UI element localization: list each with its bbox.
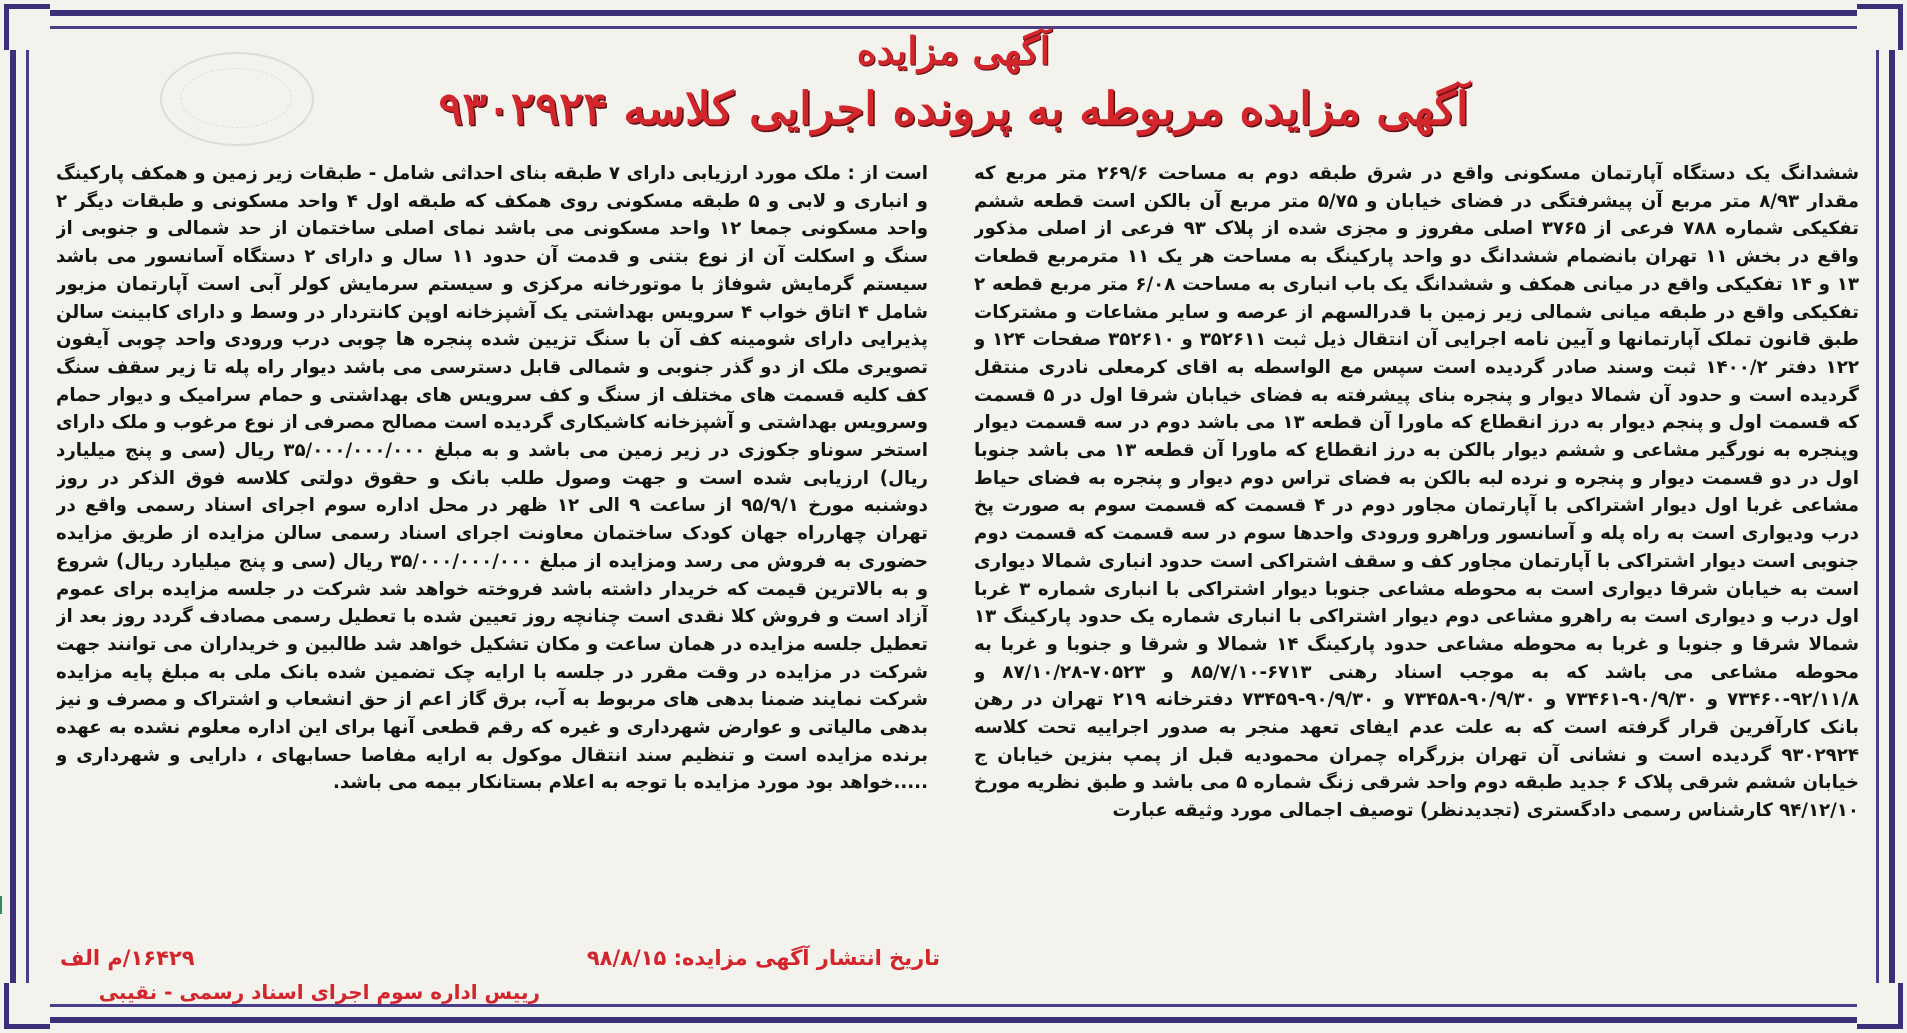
corner-ornament-bottom-left bbox=[4, 983, 50, 1029]
ad-title: آگهی مزایده bbox=[856, 28, 1051, 73]
left-column-text: است از : ملک مورد ارزیابی دارای ۷ طبقه بنای احداثی شامل - طبقات زیر زمین و همکف پارکینگ و انباری و لابی و ۵ طبقه مسکونی روی همکف که طبقه اول ۴ واحد مسکونی و طبقات دیگر ۲ واحد مسکونی جمعا ۱۲ واحد مسکونی می باشد نمای اصلی ساختمان از حد شمالی و جنوبی از سنگ و اسکلت آن از نوع بتنی و قدمت آن حدود ۱۱ سال و دارای ۲ دستگاه آسانسور می باشد سیستم گرمایش شوفاژ با موتورخانه مرکزی و سیستم سرمایش کولر آبی است آپارتمان مزبور شامل ۴ اتاق خواب ۴ سرویس بهداشتی یک آشپزخانه اوپن کانتردار در وسط و دارای کابینت سالن پذیرایی دارای شومینه کف آن با سنگ تزیین شده پنجره ها چوبی درب ورودی واحد چوبی آیفون تصویری ملک از دو گذر جنوبی و شمالی قابل دسترسی می باشد دیوار راه پله تا زیر سقف سنگ کف کلیه قسمت های مختلف از سنگ و کف سرویس های بهداشتی و حمام سرامیک و دیوار حمام وسرویس بهداشتی و آشپزخانه کاشیکاری گردیده است مصالح مصرفی از نوع مرغوب و ملک دارای استخر سوناو جکوزی در زیر زمین می باشد و به مبلغ ۳۵/۰۰۰/۰۰۰/۰۰۰ ریال (سی و پنج میلیارد ریال) ارزیابی شده است و جهت وصول طلب بانک و حقوق دولتی کلاسه فوق الذکر در روز دوشنبه مورخ ۹۵/۹/۱ از ساعت ۹ الی ۱۲ ظهر در محل اداره سوم اجرای اسناد رسمی واقع در تهران چهارراه جهان کودک ساختمان معاونت اجرای اسناد رسمی سالن مزایده از طریق مزایده حضوری به فروش می رسد ومزایده از مبلغ ۳۵/۰۰۰/۰۰۰/۰۰۰ ریال (سی و پنج میلیارد ریال) شروع و به بالاترین قیمت که خریدار داشته باشد فروخته خواهد شد شرکت در جلسه مزایده برای عموم آزاد است و فروش کلا نقدی است چنانچه روز تعیین شده با تعطیل رسمی مصادف گردد روز بعد از تعطیل جلسه مزایده در همان ساعت و مکان تشکیل خواهد شد طالبین و خریداران می توانند جهت شرکت در مزایده در وقت مقرر در جلسه با ارایه چک تضمین شده بانک ملی به مبلغ پایه مزایده شرکت نمایند ضمنا بدهی های مربوط به آب، برق گاز اعم از حق انشعاب و اشتراک و مصرف و نیز بدهی مالیاتی و عوارض شهرداری و غیره که رقم قطعی آنها برای این اداره معلوم نشده به عهده برنده مزایده است و تنظیم سند انتقال موکول به ارایه مفاصا حسابهای ، دارایی و شهرداری و .....خواهد بود مورد مزایده با توجه به اعلام بستانکار بیمه می باشد. bbox=[56, 163, 928, 794]
publication-date: تاریخ انتشار آگهی مزایده: ۹۸/۸/۱۵ bbox=[586, 946, 940, 970]
ad-subtitle: آگهی مزایده مربوطه به پرونده اجرایی کلاسه ۹۳۰۲۹۲۴ bbox=[438, 82, 1469, 135]
margin-mark bbox=[0, 896, 16, 914]
ad-reference-number: ۱۶۴۲۹/م الف bbox=[60, 946, 195, 970]
signatory-line: رییس اداره سوم اجرای اسناد رسمی - نقیبی bbox=[98, 980, 540, 1004]
corner-ornament-bottom-right bbox=[1857, 983, 1903, 1029]
right-column-text: ششدانگ یک دستگاه آپارتمان مسکونی واقع در شرق طبقه دوم به مساحت ۲۶۹/۶ متر مربع که مقدار ۸/۹۳ متر مربع آن پیشرفتگی در فضای خیابان و ۵/۷۵ متر مربع آن بالکن است قطعه ششم تفکیکی شماره ۷۸۸ فرعی از ۳۷۶۵ اصلی مفروز و مجزی شده از پلاک ۹۳ فرعی از اصلی مذکور واقع در بخش ۱۱ تهران بانضمام ششدانگ دو واحد پارکینگ به مساحت هر یک ۱۱ مترمربع قطعات ۱۳ و ۱۴ تفکیکی واقع در میانی همکف و ششدانگ یک باب انباری به مساحت ۶/۰۸ متر مربع قطعه ۲ تفکیکی واقع در طبقه میانی شمالی زیر زمین با قدرالسهم از عرصه و سایر مشاعات و مشترکات طبق قانون تملک آپارتمانها و آیین نامه اجرایی آن انتقال ذیل ثبت ۳۵۲۶۱۱ و ۳۵۲۶۱۰ صفحات ۱۲۴ و ۱۲۲ دفتر ۱۴۰۰/۲ ثبت وسند صادر گردیده است سپس مع الواسطه به اقای کرمعلی نادری منتقل گردیده است و حدود آن شمالا دیوار و پنجره بنای پیشرفته به فضای خیابان شرقا اول در ۵ قسمت که قسمت اول و پنجم دیوار به درز انقطاع که ماورا آن قطعه ۱۳ می باشد دوم در سه قسمت دیوار وپنجره به نورگیر مشاعی و ششم دیوار بالکن به درز انقطاع که ماورا آن قطعه ۱۳ می باشد جنوبا اول در دو قسمت دیوار و پنجره و نرده لبه بالکن به فضای تراس دوم دیوار و پنجره به فضای حیاط مشاعی غربا اول دیوار اشتراکی با آپارتمان مجاور دوم در ۴ قسمت که قسمت سوم به صورت پخ درب ودیواری است به راه پله و آسانسور وراهرو ورودی واحدها سوم در سه قسمت که قسمت دوم جنوبی است دیوار اشتراکی با آپارتمان مجاور کف و سقف اشتراکی است حدود انباری شمالا دیواری است به خیابان شرقا دیواری است به محوطه مشاعی جنوبا دیوار اشتراکی با انباری شماره ۳ غربا اول درب و دیواری است به راهرو مشاعی دوم دیوار اشتراکی با انباری شماره یک حدود پارکینگ ۱۳ شمالا شرقا و جنوبا و غربا به محوطه مشاعی حدود پارکینگ ۱۴ شمالا و شرقا و جنوبا و غربا به محوطه مشاعی می باشد که به موجب اسناد رهنی ۶۷۱۳-۸۵/۷/۱۰ و ۷۰۵۲۳-۸۷/۱۰/۲۸ و ۹۲/۱۱/۸-۷۳۴۶۰ و ۹۰/۹/۳۰-۷۳۴۶۱ و ۹۰/۹/۳۰-۷۳۴۵۸ و ۹۰/۹/۳۰-۷۳۴۵۹ دفترخانه ۲۱۹ تهران در رهن بانک کارآفرین قرار گرفته است که به علت عدم ایفای تعهد منجر به صدور اجراییه تحت کلاسه ۹۳۰۲۹۲۴ گردیده است و نشانی آن تهران بزرگراه چمران محمودیه قبل از پمپ بنزین خیابان ج خیابان ششم شرقی پلاک ۶ جدید طبقه دوم واحد شرقی زنگ شماره ۵ می باشد و طبق نظریه مورخ ۹۴/۱۲/۱۰ کارشناس رسمی دادگستری (تجدیدنظر) توصیف اجمالی مورد وثیقه عبارت bbox=[974, 163, 1859, 822]
